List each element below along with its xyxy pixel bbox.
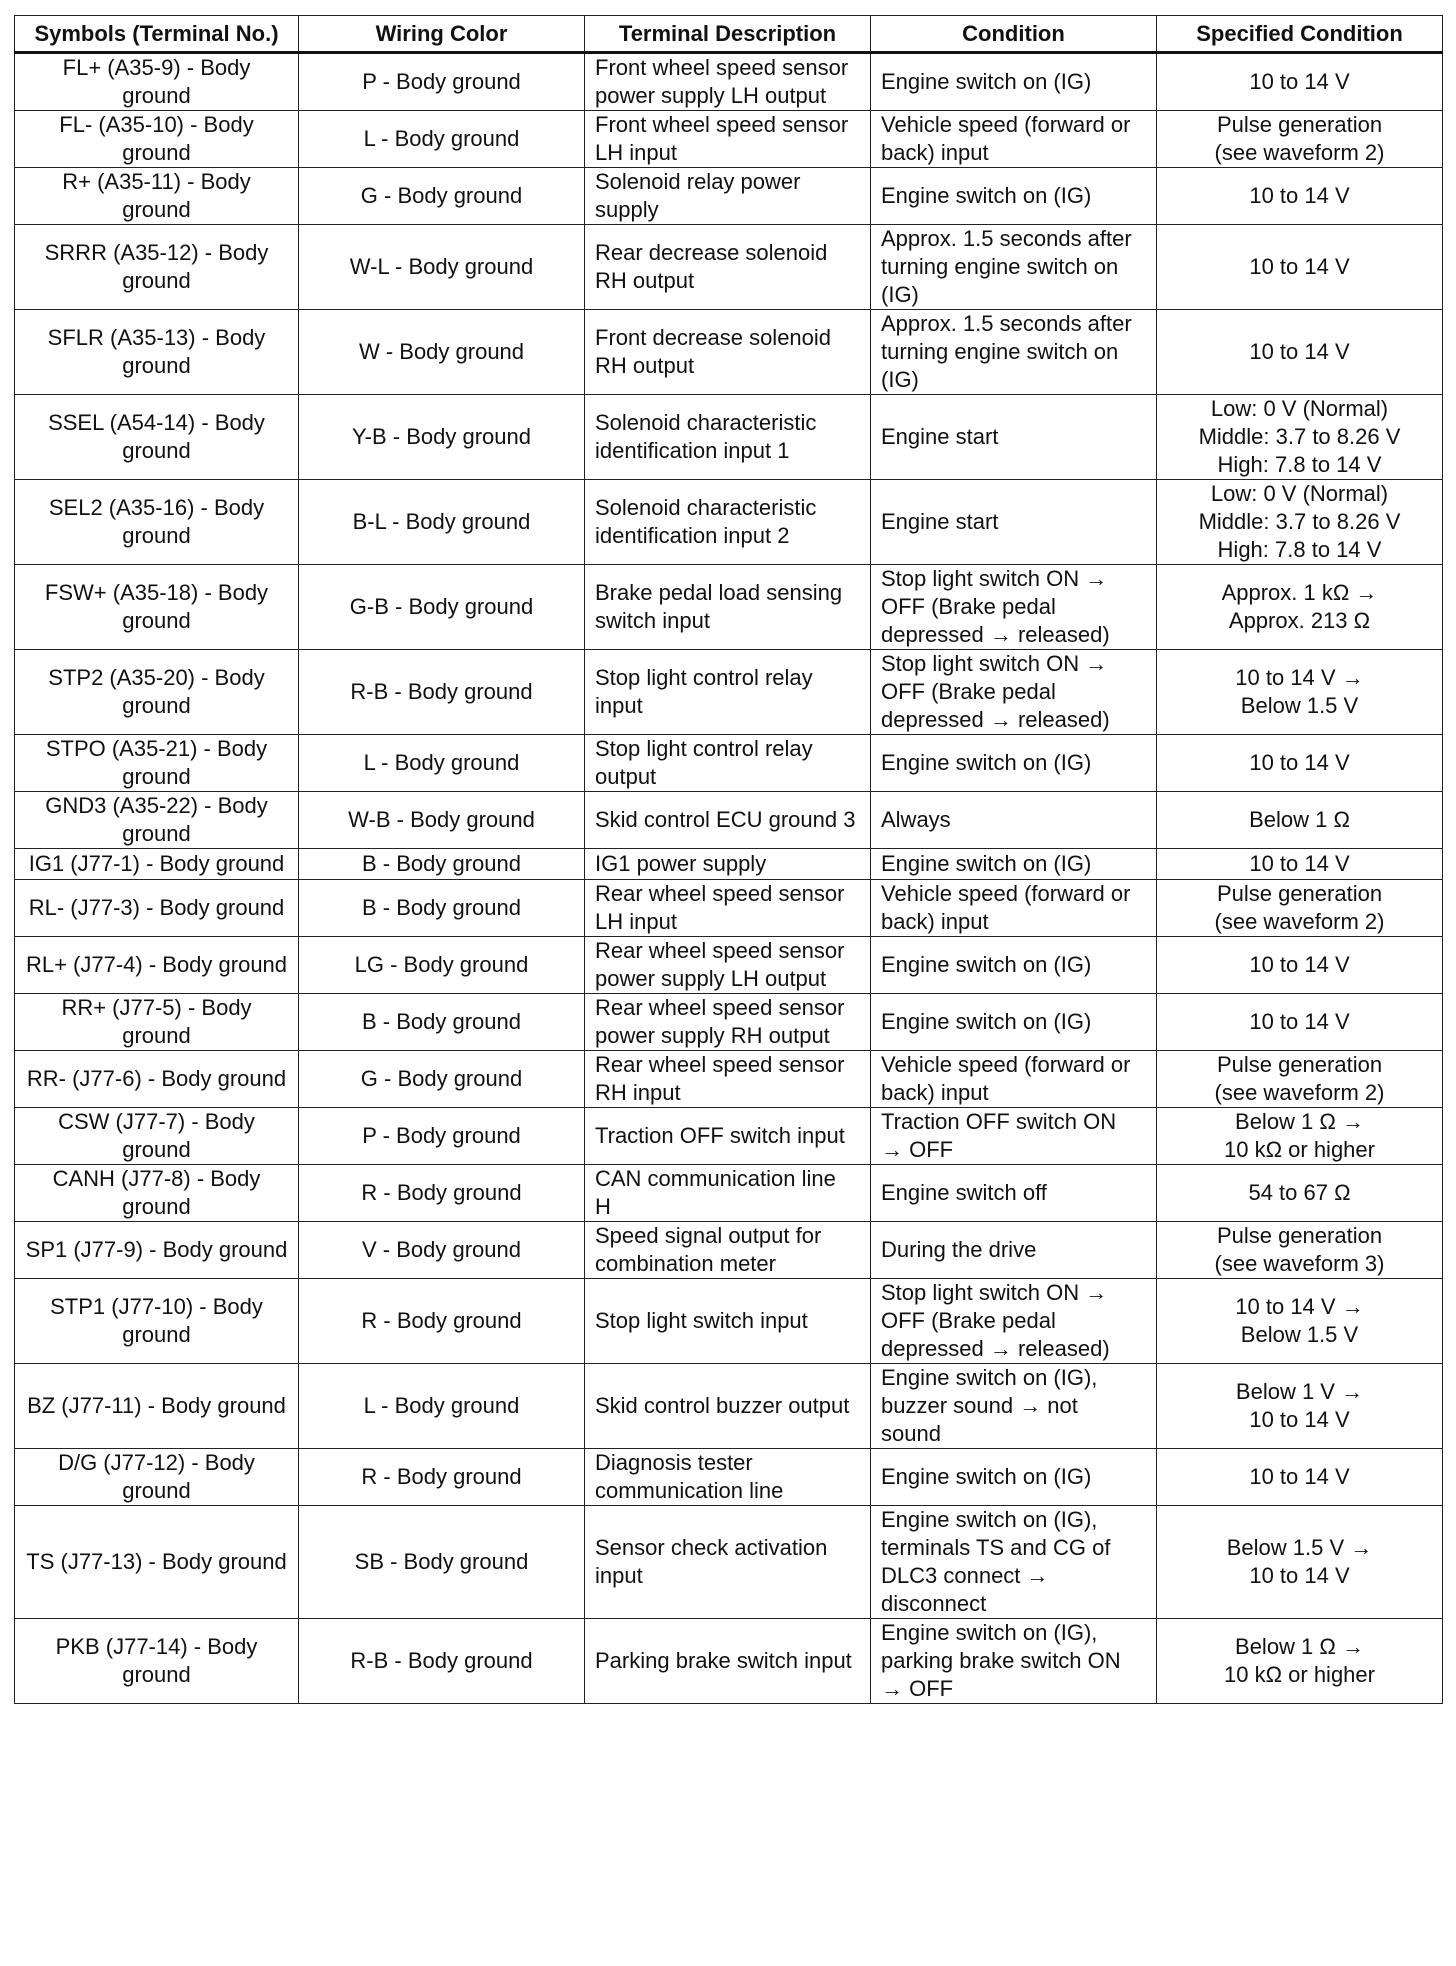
cell-specified — [1157, 225, 1443, 310]
cell-condition — [871, 937, 1157, 994]
cell-wiring-color-text: G - Body ground — [360, 183, 523, 208]
cell-symbol-text: FL+ (A35-9) - Body ground — [62, 55, 251, 108]
table-row — [15, 1364, 1443, 1449]
cell-description-text: Stop light control relay input — [595, 665, 813, 718]
cell-description — [585, 1449, 871, 1506]
header-terminal-description: Terminal Description — [585, 16, 871, 53]
cell-wiring-color-text: SB - Body ground — [354, 1549, 529, 1574]
cell-specified — [1157, 880, 1443, 937]
cell-condition-text: Engine switch on (IG), buzzer sound → not sound — [881, 1365, 1098, 1446]
cell-description-text: Solenoid relay power supply — [595, 169, 801, 222]
cell-symbol-text: SRRR (A35-12) - Body ground — [44, 240, 269, 293]
cell-wiring-color — [299, 1051, 585, 1108]
table-row — [15, 480, 1443, 565]
cell-wiring-color-text: R - Body ground — [361, 1180, 522, 1205]
cell-condition — [871, 1051, 1157, 1108]
cell-wiring-color-text: W - Body ground — [358, 339, 525, 364]
cell-condition-text: Engine switch on (IG) — [881, 69, 1092, 94]
cell-specified-text: Low: 0 V (Normal) Middle: 3.7 to 8.26 V High: 7.8 to 14 V — [1198, 396, 1401, 477]
table-row — [15, 310, 1443, 395]
cell-specified-text: 10 to 14 V — [1249, 254, 1350, 279]
cell-description-text: Front wheel speed sensor power supply LH output — [595, 55, 849, 108]
cell-wiring-color-text: R - Body ground — [361, 1308, 522, 1333]
cell-description-text: Diagnosis tester communication line — [595, 1450, 784, 1503]
cell-symbol-text: RR- (J77-6) - Body ground — [26, 1066, 287, 1091]
cell-symbol — [15, 994, 299, 1051]
cell-wiring-color — [299, 792, 585, 849]
cell-condition-text: During the drive — [881, 1237, 1037, 1262]
header-wiring-color: Wiring Color — [299, 16, 585, 53]
cell-specified-text: 10 to 14 V — [1249, 952, 1350, 977]
header-specified-condition: Specified Condition — [1157, 16, 1443, 53]
cell-wiring-color-text: P - Body ground — [362, 69, 521, 94]
cell-description — [585, 310, 871, 395]
terminal-inspection-table — [14, 15, 1443, 1704]
cell-symbol — [15, 310, 299, 395]
cell-wiring-color-text: W-B - Body ground — [348, 807, 535, 832]
cell-specified-text: 10 to 14 V → Below 1.5 V — [1235, 665, 1364, 718]
cell-description-text: IG1 power supply — [595, 851, 767, 876]
cell-description-text: Solenoid characteristic identification input 2 — [595, 495, 817, 548]
cell-wiring-color-text: L - Body ground — [363, 1393, 520, 1418]
cell-specified — [1157, 1108, 1443, 1165]
cell-description — [585, 1619, 871, 1704]
cell-wiring-color — [299, 937, 585, 994]
cell-condition — [871, 1222, 1157, 1279]
cell-specified — [1157, 1279, 1443, 1364]
cell-condition-text: Engine start — [881, 424, 999, 449]
cell-description — [585, 395, 871, 480]
cell-specified-text: Below 1 V → 10 to 14 V — [1235, 1379, 1364, 1432]
cell-description — [585, 1222, 871, 1279]
cell-specified-text: Below 1 Ω → 10 kΩ or higher — [1224, 1634, 1375, 1687]
cell-wiring-color — [299, 1222, 585, 1279]
cell-symbol — [15, 53, 299, 111]
cell-wiring-color — [299, 53, 585, 111]
table-row — [15, 565, 1443, 650]
table-row — [15, 994, 1443, 1051]
table-row — [15, 792, 1443, 849]
cell-description-text: Rear wheel speed sensor RH input — [595, 1052, 845, 1105]
cell-symbol — [15, 792, 299, 849]
cell-wiring-color — [299, 880, 585, 937]
cell-wiring-color — [299, 168, 585, 225]
cell-condition — [871, 1108, 1157, 1165]
cell-description-text: Stop light switch input — [595, 1308, 808, 1333]
table-header-row — [15, 16, 1443, 53]
cell-symbol — [15, 650, 299, 735]
cell-wiring-color — [299, 1449, 585, 1506]
cell-description-text: Rear wheel speed sensor LH input — [595, 881, 845, 934]
cell-description-text: Brake pedal load sensing switch input — [595, 580, 843, 633]
cell-wiring-color-text: W-L - Body ground — [349, 254, 534, 279]
cell-condition — [871, 1165, 1157, 1222]
cell-symbol-text: SEL2 (A35-16) - Body ground — [48, 495, 265, 548]
cell-specified — [1157, 650, 1443, 735]
cell-description — [585, 53, 871, 111]
cell-symbol-text: RL- (J77-3) - Body ground — [28, 895, 285, 920]
header-symbols: Symbols (Terminal No.) — [15, 16, 299, 53]
cell-description-text: Skid control buzzer output — [595, 1393, 850, 1418]
cell-condition-text: Stop light switch ON → OFF (Brake pedal depressed → released) — [881, 1280, 1110, 1361]
cell-condition-text: Traction OFF switch ON → OFF — [881, 1109, 1117, 1162]
cell-symbol-text: STP1 (J77-10) - Body ground — [50, 1294, 263, 1347]
table-row — [15, 168, 1443, 225]
table-row — [15, 880, 1443, 937]
cell-specified — [1157, 849, 1443, 880]
cell-wiring-color-text: Y-B - Body ground — [352, 424, 531, 449]
cell-specified-text: Pulse generation (see waveform 3) — [1214, 1223, 1385, 1276]
table-row — [15, 1506, 1443, 1619]
cell-description — [585, 1506, 871, 1619]
cell-description-text: Solenoid characteristic identification input 1 — [595, 410, 817, 463]
cell-condition-text: Vehicle speed (forward or back) input — [881, 112, 1131, 165]
cell-wiring-color — [299, 1364, 585, 1449]
table-body — [15, 53, 1443, 1704]
cell-condition-text: Stop light switch ON → OFF (Brake pedal depressed → released) — [881, 651, 1110, 732]
cell-condition — [871, 880, 1157, 937]
cell-description — [585, 849, 871, 880]
table-row — [15, 849, 1443, 880]
cell-description — [585, 880, 871, 937]
cell-wiring-color-text: G-B - Body ground — [349, 594, 534, 619]
cell-specified-text: 54 to 67 Ω — [1248, 1180, 1351, 1205]
cell-description-text: Traction OFF switch input — [595, 1123, 845, 1148]
cell-specified-text: 10 to 14 V — [1249, 339, 1350, 364]
cell-symbol — [15, 1619, 299, 1704]
cell-description — [585, 937, 871, 994]
cell-symbol-text: STP2 (A35-20) - Body ground — [48, 665, 265, 718]
cell-symbol — [15, 111, 299, 168]
cell-wiring-color — [299, 310, 585, 395]
cell-condition — [871, 395, 1157, 480]
cell-specified — [1157, 1364, 1443, 1449]
cell-condition — [871, 994, 1157, 1051]
cell-symbol — [15, 1108, 299, 1165]
cell-specified-text: 10 to 14 V — [1249, 183, 1350, 208]
cell-condition — [871, 1279, 1157, 1364]
cell-wiring-color-text: LG - Body ground — [354, 952, 529, 977]
cell-specified — [1157, 565, 1443, 650]
cell-description — [585, 168, 871, 225]
table-row — [15, 937, 1443, 994]
cell-condition-text: Engine switch off — [881, 1180, 1047, 1205]
cell-symbol — [15, 937, 299, 994]
cell-condition — [871, 480, 1157, 565]
cell-symbol-text: FSW+ (A35-18) - Body ground — [44, 580, 269, 633]
cell-specified — [1157, 395, 1443, 480]
table-row — [15, 735, 1443, 792]
cell-description-text: CAN communication line H — [595, 1166, 836, 1219]
table-row — [15, 395, 1443, 480]
cell-condition — [871, 225, 1157, 310]
cell-condition — [871, 565, 1157, 650]
cell-specified-text: 10 to 14 V — [1249, 69, 1350, 94]
cell-wiring-color — [299, 565, 585, 650]
cell-description-text: Sensor check activation input — [595, 1535, 828, 1588]
cell-condition — [871, 168, 1157, 225]
cell-symbol-text: CSW (J77-7) - Body ground — [58, 1109, 255, 1162]
cell-specified — [1157, 735, 1443, 792]
cell-condition-text: Engine switch on (IG) — [881, 183, 1092, 208]
cell-description-text: Stop light control relay output — [595, 736, 813, 789]
cell-description-text: Rear wheel speed sensor power supply RH output — [595, 995, 845, 1048]
cell-symbol — [15, 480, 299, 565]
cell-condition-text: Vehicle speed (forward or back) input — [881, 881, 1131, 934]
cell-wiring-color — [299, 1165, 585, 1222]
cell-condition — [871, 735, 1157, 792]
header-condition: Condition — [871, 16, 1157, 53]
cell-condition-text: Stop light switch ON → OFF (Brake pedal depressed → released) — [881, 566, 1110, 647]
cell-specified — [1157, 1051, 1443, 1108]
cell-symbol — [15, 1506, 299, 1619]
cell-specified — [1157, 310, 1443, 395]
cell-wiring-color-text: R - Body ground — [361, 1464, 522, 1489]
cell-condition-text: Engine switch on (IG) — [881, 851, 1092, 876]
cell-symbol — [15, 1449, 299, 1506]
cell-wiring-color-text: B-L - Body ground — [352, 509, 531, 534]
cell-condition-text: Engine switch on (IG), parking brake switch ON → OFF — [881, 1620, 1121, 1701]
cell-specified-text: 10 to 14 V — [1249, 851, 1350, 876]
cell-wiring-color-text: L - Body ground — [363, 126, 520, 151]
cell-specified — [1157, 1165, 1443, 1222]
cell-condition-text: Vehicle speed (forward or back) input — [881, 1052, 1131, 1105]
table-row — [15, 1279, 1443, 1364]
cell-symbol — [15, 168, 299, 225]
cell-description-text: Parking brake switch input — [595, 1648, 852, 1673]
cell-condition-text: Engine switch on (IG) — [881, 1009, 1092, 1034]
cell-symbol-text: TS (J77-13) - Body ground — [26, 1549, 287, 1574]
cell-specified — [1157, 1222, 1443, 1279]
cell-symbol — [15, 225, 299, 310]
cell-wiring-color-text: B - Body ground — [362, 895, 521, 920]
cell-symbol-text: RR+ (J77-5) - Body ground — [61, 995, 252, 1048]
cell-specified-text: Pulse generation (see waveform 2) — [1214, 112, 1385, 165]
cell-symbol — [15, 1364, 299, 1449]
cell-condition-text: Approx. 1.5 seconds after turning engine switch on (IG) — [881, 226, 1132, 307]
cell-wiring-color — [299, 994, 585, 1051]
cell-wiring-color-text: R-B - Body ground — [350, 1648, 533, 1673]
cell-condition — [871, 792, 1157, 849]
table-row — [15, 1051, 1443, 1108]
cell-specified — [1157, 994, 1443, 1051]
cell-symbol — [15, 395, 299, 480]
cell-condition-text: Engine switch on (IG) — [881, 1464, 1092, 1489]
table-row — [15, 53, 1443, 111]
cell-specified — [1157, 168, 1443, 225]
table-row — [15, 1222, 1443, 1279]
cell-specified — [1157, 1506, 1443, 1619]
cell-symbol — [15, 880, 299, 937]
cell-wiring-color — [299, 849, 585, 880]
cell-wiring-color — [299, 1108, 585, 1165]
cell-symbol-text: CANH (J77-8) - Body ground — [52, 1166, 261, 1219]
cell-symbol-text: SP1 (J77-9) - Body ground — [25, 1237, 288, 1262]
cell-wiring-color — [299, 650, 585, 735]
cell-description-text: Skid control ECU ground 3 — [595, 807, 856, 832]
cell-specified — [1157, 1449, 1443, 1506]
cell-condition — [871, 1619, 1157, 1704]
cell-condition — [871, 1364, 1157, 1449]
cell-wiring-color — [299, 1279, 585, 1364]
cell-wiring-color-text: V - Body ground — [362, 1237, 521, 1262]
cell-specified-text: 10 to 14 V → Below 1.5 V — [1235, 1294, 1364, 1347]
cell-wiring-color-text: P - Body ground — [362, 1123, 521, 1148]
cell-description — [585, 1108, 871, 1165]
cell-specified-text: Low: 0 V (Normal) Middle: 3.7 to 8.26 V High: 7.8 to 14 V — [1198, 481, 1401, 562]
cell-specified-text: Pulse generation (see waveform 2) — [1214, 881, 1385, 934]
cell-wiring-color — [299, 735, 585, 792]
cell-description — [585, 111, 871, 168]
cell-specified-text: 10 to 14 V — [1249, 750, 1350, 775]
table-row — [15, 1165, 1443, 1222]
cell-specified-text: 10 to 14 V — [1249, 1009, 1350, 1034]
cell-specified — [1157, 111, 1443, 168]
cell-description — [585, 225, 871, 310]
cell-condition — [871, 650, 1157, 735]
cell-condition-text: Always — [881, 807, 951, 832]
cell-condition — [871, 849, 1157, 880]
cell-specified-text: Pulse generation (see waveform 2) — [1214, 1052, 1385, 1105]
cell-symbol — [15, 735, 299, 792]
cell-symbol — [15, 849, 299, 880]
cell-condition-text: Approx. 1.5 seconds after turning engine switch on (IG) — [881, 311, 1132, 392]
cell-wiring-color — [299, 225, 585, 310]
cell-symbol — [15, 1279, 299, 1364]
cell-description-text: Speed signal output for combination meter — [595, 1223, 822, 1276]
cell-symbol-text: GND3 (A35-22) - Body ground — [45, 793, 268, 846]
cell-specified-text: Approx. 1 kΩ → Approx. 213 Ω — [1221, 580, 1378, 633]
cell-wiring-color — [299, 1619, 585, 1704]
cell-condition-text: Engine switch on (IG) — [881, 952, 1092, 977]
cell-description-text: Rear wheel speed sensor power supply LH output — [595, 938, 845, 991]
cell-symbol-text: STPO (A35-21) - Body ground — [45, 736, 268, 789]
cell-condition — [871, 1449, 1157, 1506]
cell-description — [585, 735, 871, 792]
cell-condition — [871, 1506, 1157, 1619]
cell-wiring-color-text: B - Body ground — [362, 1009, 521, 1034]
cell-symbol-text: SSEL (A54-14) - Body ground — [48, 410, 265, 463]
cell-description — [585, 1364, 871, 1449]
table-row — [15, 225, 1443, 310]
cell-description — [585, 1279, 871, 1364]
cell-description — [585, 1165, 871, 1222]
cell-wiring-color-text: G - Body ground — [360, 1066, 523, 1091]
cell-wiring-color-text: L - Body ground — [363, 750, 520, 775]
cell-condition-text: Engine start — [881, 509, 999, 534]
cell-condition-text: Engine switch on (IG) — [881, 750, 1092, 775]
cell-symbol — [15, 565, 299, 650]
cell-condition-text: Engine switch on (IG), terminals TS and CG of DLC3 connect → disconnect — [881, 1507, 1111, 1616]
cell-description — [585, 565, 871, 650]
cell-specified-text: Below 1 Ω — [1249, 807, 1350, 832]
cell-wiring-color — [299, 1506, 585, 1619]
cell-description — [585, 994, 871, 1051]
cell-symbol-text: BZ (J77-11) - Body ground — [27, 1393, 286, 1418]
cell-description — [585, 480, 871, 565]
table-row — [15, 1619, 1443, 1704]
table-row — [15, 650, 1443, 735]
cell-symbol — [15, 1165, 299, 1222]
cell-condition — [871, 53, 1157, 111]
table-row — [15, 1449, 1443, 1506]
cell-symbol-text: R+ (A35-11) - Body ground — [62, 169, 251, 222]
cell-wiring-color — [299, 480, 585, 565]
cell-symbol-text: D/G (J77-12) - Body ground — [58, 1450, 255, 1503]
cell-symbol — [15, 1222, 299, 1279]
cell-description — [585, 1051, 871, 1108]
cell-specified — [1157, 1619, 1443, 1704]
cell-specified-text: 10 to 14 V — [1249, 1464, 1350, 1489]
table-row — [15, 1108, 1443, 1165]
cell-description — [585, 650, 871, 735]
cell-description-text: Front wheel speed sensor LH input — [595, 112, 849, 165]
cell-specified — [1157, 937, 1443, 994]
cell-specified-text: Below 1.5 V → 10 to 14 V — [1226, 1535, 1373, 1588]
cell-description — [585, 792, 871, 849]
cell-symbol-text: FL- (A35-10) - Body ground — [59, 112, 254, 165]
cell-specified — [1157, 53, 1443, 111]
cell-description-text: Front decrease solenoid RH output — [595, 325, 832, 378]
cell-wiring-color — [299, 395, 585, 480]
cell-symbol-text: RL+ (J77-4) - Body ground — [25, 952, 288, 977]
cell-wiring-color-text: R-B - Body ground — [350, 679, 533, 704]
cell-wiring-color — [299, 111, 585, 168]
cell-wiring-color-text: B - Body ground — [362, 851, 521, 876]
table-row — [15, 111, 1443, 168]
cell-symbol-text: IG1 (J77-1) - Body ground — [28, 851, 285, 876]
cell-specified — [1157, 480, 1443, 565]
cell-symbol-text: PKB (J77-14) - Body ground — [55, 1634, 258, 1687]
cell-symbol — [15, 1051, 299, 1108]
cell-condition — [871, 111, 1157, 168]
cell-condition — [871, 310, 1157, 395]
cell-specified — [1157, 792, 1443, 849]
cell-specified-text: Below 1 Ω → 10 kΩ or higher — [1224, 1109, 1375, 1162]
cell-symbol-text: SFLR (A35-13) - Body ground — [47, 325, 266, 378]
cell-description-text: Rear decrease solenoid RH output — [595, 240, 828, 293]
